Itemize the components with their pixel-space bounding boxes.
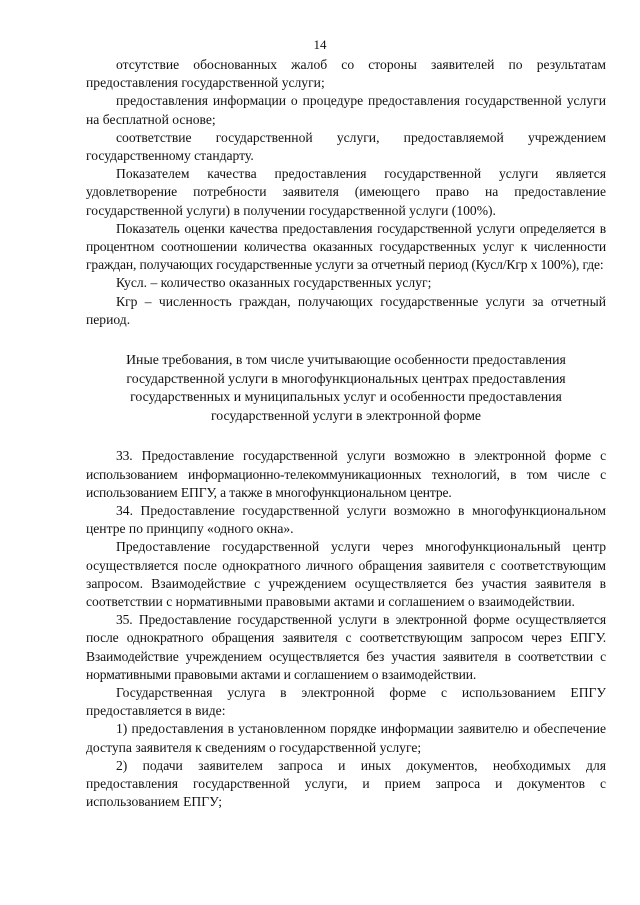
section-heading: Иные требования, в том числе учитывающие особенности предоставления государственной услуги в многофункциональных центрах предоставления государственных и муниципальных услуг и особенности предоставления государственной услуги в электронной форме <box>126 352 566 423</box>
document-body <box>86 56 606 811</box>
page-number: 14 <box>313 37 327 52</box>
paragraph-electronic-form: Государственная услуга в электронной форме с использованием ЕПГУ предоставляется в виде: <box>86 685 606 719</box>
paragraph-kgr-definition: Кгр – численность граждан, получающих государственные услуги за отчетный период. <box>86 293 606 327</box>
paragraph-mfc-procedure: Предоставление государственной услуги через многофункциональный центр осуществляется после однократного личного обращения заявителя с соответствующим запросом. Взаимодействие с учреждением осуществляется без участия заявителя в соответствии с нормативными правовыми актами и соглашением о взаимодействии. <box>86 539 606 610</box>
paragraph-standard-compliance: соответствие государственной услуги, предоставляемой учреждением государственному стандарту. <box>86 129 606 164</box>
list-item-2: 2) подачи заявителем запроса и иных документов, необходимых для предоставления государственной услуги, и прием запроса и документов с использованием ЕПГУ; <box>86 757 606 810</box>
paragraph-kusl-definition: Кусл. – количество оказанных государственных услуг; <box>116 275 432 291</box>
paragraph-quality-indicator: Показателем качества предоставления государственной услуги является удовлетворение потребности заявителя (имеющего право на предоставление государственной услуги) в получении государственной услуги (100%). <box>86 166 606 218</box>
paragraph-free-information: предоставления информации о процедуре предоставления государственной услуги на бесплатной основе; <box>86 93 606 127</box>
paragraph-no-complaints: отсутствие обоснованных жалоб со стороны заявителей по результатам предоставления государственной услуги; <box>86 57 606 91</box>
list-item-1: 1) предоставления в установленном порядке информации заявителю и обеспечение доступа заявителя к сведениям о государственной услуге; <box>86 721 606 755</box>
paragraph-35: 35. Предоставление государственной услуги в электронной форме осуществляется после однократного обращения заявителя с соответствующим запросом через ЕПГУ. Взаимодействие учреждением осуществляется без участия заявителя в соответствии с нормативными правовыми актами и соглашением о взаимодействии. <box>86 612 606 682</box>
paragraph-34: 34. Предоставление государственной услуги возможно в многофункциональном центре по принципу «одного окна». <box>86 503 606 537</box>
paragraph-33: 33. Предоставление государственной услуги возможно в электронной форме с использованием информационно-телекоммуникационных технологий, в том числе с использованием ЕПГУ, а также в многофункциональном центре. <box>86 448 606 500</box>
paragraph-quality-formula: Показатель оценки качества предоставления государственной услуги определяется в процентном соотношении количества оказанных государственных услуг к численности граждан, получающих государственные услуги за отчетный период (Кусл/Кгр х 100%), где: <box>86 220 606 273</box>
